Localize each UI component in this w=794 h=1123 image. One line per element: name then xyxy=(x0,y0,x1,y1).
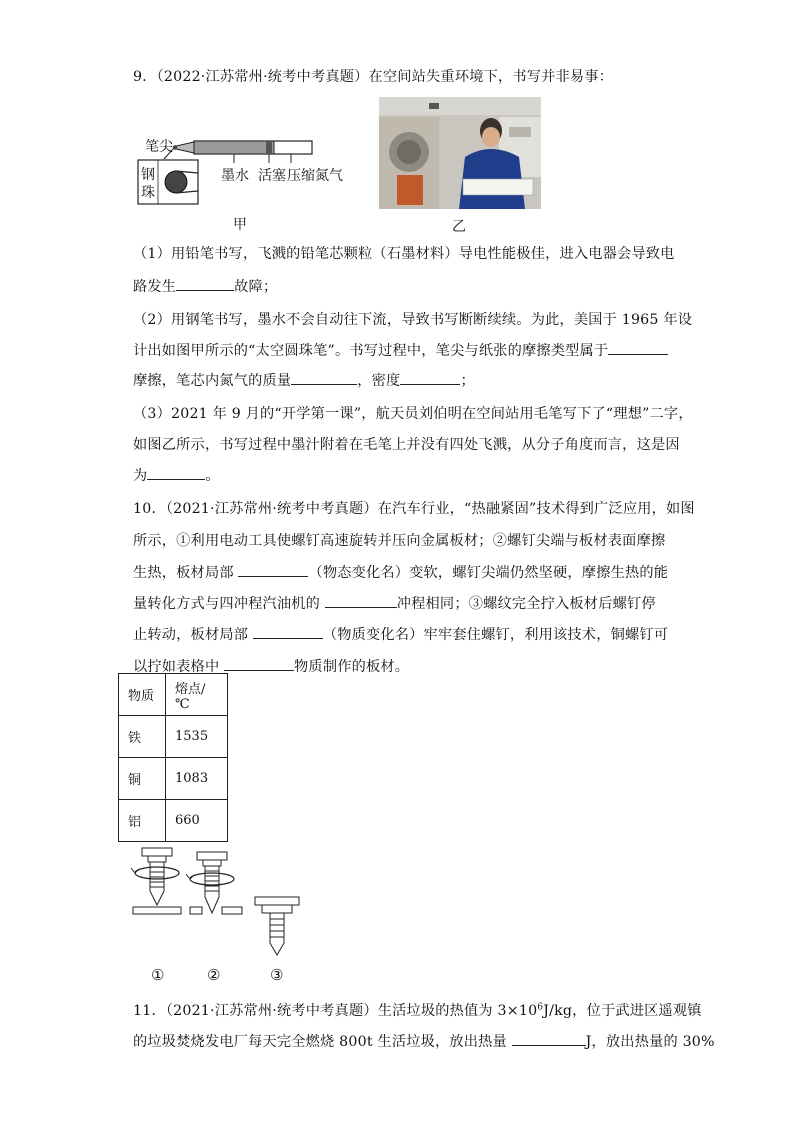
figure-label-yi: 乙 xyxy=(452,219,466,235)
q10-line1: 10．（2021·江苏常州·统考中考真题）在汽车行业，“热融紧固”技术得到广泛应用，如图 xyxy=(133,501,695,517)
q9-part3-line1: （3）2021 年 9 月的“开学第一课”，航天员刘伯明在空间站用毛笔写下了“理想”二字， xyxy=(133,406,693,422)
q10-text-b: （物态变化名）变软，螺钉尖端仍然坚硬，摩擦生热的能 xyxy=(308,565,669,581)
q11-line2 xyxy=(133,1031,715,1051)
q11-line1 xyxy=(133,1000,702,1020)
table-header-cell: 熔点/℃ xyxy=(166,674,228,716)
q9-part2-text-b: 摩擦，笔芯内氮气的质量 xyxy=(133,373,292,389)
q9-part1-line2 xyxy=(133,276,277,296)
space-station-photo xyxy=(379,97,541,209)
answer-blank[interactable] xyxy=(291,370,357,385)
answer-blank[interactable] xyxy=(224,656,294,671)
q10-text-f: （物质变化名）牢牢套住螺钉，利用该技术，铜螺钉可 xyxy=(322,627,669,643)
q9-part1-line1: （1）用铅笔书写，飞溅的铅笔芯颗粒（石墨材料）导电性能极佳，进入电器会导致电 xyxy=(133,246,675,262)
q11-text-d: J，放出热量的 30% xyxy=(585,1034,715,1050)
answer-blank[interactable] xyxy=(512,1031,586,1046)
q9-part2-line3 xyxy=(133,370,475,390)
q9-part2-text-d: ； xyxy=(460,373,475,389)
q10-text-d: 冲程相同；③螺纹完全拧入板材后螺钉停 xyxy=(396,596,656,612)
answer-blank[interactable] xyxy=(147,465,205,480)
label-tip: 笔尖 xyxy=(145,139,173,155)
table-row xyxy=(119,758,228,800)
q10-line4 xyxy=(133,593,656,613)
q9-part3-text-b: 。 xyxy=(205,468,220,484)
q9-part3-line2: 如图乙所示，书写过程中墨汁附着在毛笔上并没有四处飞溅，从分子角度而言，这是因 xyxy=(133,437,680,453)
q10-text-e: 止转动，板材局部 xyxy=(133,627,249,643)
table-cell: 铜 xyxy=(119,758,166,800)
label-ball-1: 钢 xyxy=(141,167,155,183)
screw-step-1 xyxy=(131,848,181,914)
table-cell: 铁 xyxy=(119,716,166,758)
q9-part3-text-a: 为 xyxy=(133,468,148,484)
q9-part1-text-a: 路发生 xyxy=(133,279,177,295)
step-label-2: ② xyxy=(207,966,221,984)
label-ball-2: 珠 xyxy=(141,185,155,201)
answer-blank[interactable] xyxy=(176,276,234,291)
answer-blank[interactable] xyxy=(238,562,308,577)
table-row xyxy=(119,800,228,842)
q10-line5 xyxy=(133,624,668,644)
melting-point-table xyxy=(118,673,228,842)
step-label-3: ③ xyxy=(270,966,284,984)
q10-text-a: 生热，板材局部 xyxy=(133,565,234,581)
label-ink: 墨水 xyxy=(221,168,249,184)
answer-blank[interactable] xyxy=(400,370,460,385)
table-cell: 铝 xyxy=(119,800,166,842)
q9-part2-line2 xyxy=(133,340,668,360)
q10-line2: 所示，①利用电动工具使螺钉高速旋转并压向金属板材；②螺钉尖端与板材表面摩擦 xyxy=(133,533,666,549)
q9-part1-text-b: 故障； xyxy=(234,279,278,295)
q11-text-a: 11．（2021·江苏常州·统考中考真题）生活垃圾的热值为 3×10 xyxy=(133,1003,538,1019)
screw-step-3 xyxy=(255,897,299,955)
table-header-cell: 物质 xyxy=(119,674,166,716)
q10-line3 xyxy=(133,562,668,582)
q9-part3-line3 xyxy=(133,465,220,485)
q9-part2-text-a: 计出如图甲所示的“太空圆珠笔”。书写过程中，笔尖与纸张的摩擦类型属于 xyxy=(133,343,609,359)
label-gas: 压缩氮气 xyxy=(287,168,343,184)
q10-text-c: 量转化方式与四冲程汽油机的 xyxy=(133,596,321,612)
q10-text-g: 以拧如表格中 xyxy=(133,659,220,675)
table-cell: 1083 xyxy=(166,758,228,800)
table-header-row xyxy=(119,674,228,716)
answer-blank[interactable] xyxy=(325,593,397,608)
answer-blank[interactable] xyxy=(608,340,668,355)
step-label-1: ① xyxy=(151,966,165,984)
table-row xyxy=(119,716,228,758)
figure-label-jia: 甲 xyxy=(233,217,247,233)
screw-fastening-diagram xyxy=(120,843,310,958)
q11-text-c: 的垃圾焚烧发电厂每天完全燃烧 800t 生活垃圾，放出热量 xyxy=(133,1034,507,1050)
screw-step-2 xyxy=(186,852,242,914)
q9-part2-text-c: ，密度 xyxy=(357,373,401,389)
q10-text-h: 物质制作的板材。 xyxy=(294,659,410,675)
label-piston: 活塞 xyxy=(258,168,286,184)
q9-heading: 9．（2022·江苏常州·统考中考真题）在空间站失重环境下，书写并非易事： xyxy=(133,69,614,85)
q11-exponent: 6 xyxy=(537,1002,544,1013)
answer-blank[interactable] xyxy=(253,624,323,639)
table-cell: 660 xyxy=(166,800,228,842)
table-cell: 1535 xyxy=(166,716,228,758)
q9-part2-line1: （2）用钢笔书写，墨水不会自动往下流，导致书写断断续续。为此，美国于 1965 年设 xyxy=(133,312,693,328)
q11-text-b: J/kg，位于武进区遥观镇 xyxy=(543,1003,702,1019)
